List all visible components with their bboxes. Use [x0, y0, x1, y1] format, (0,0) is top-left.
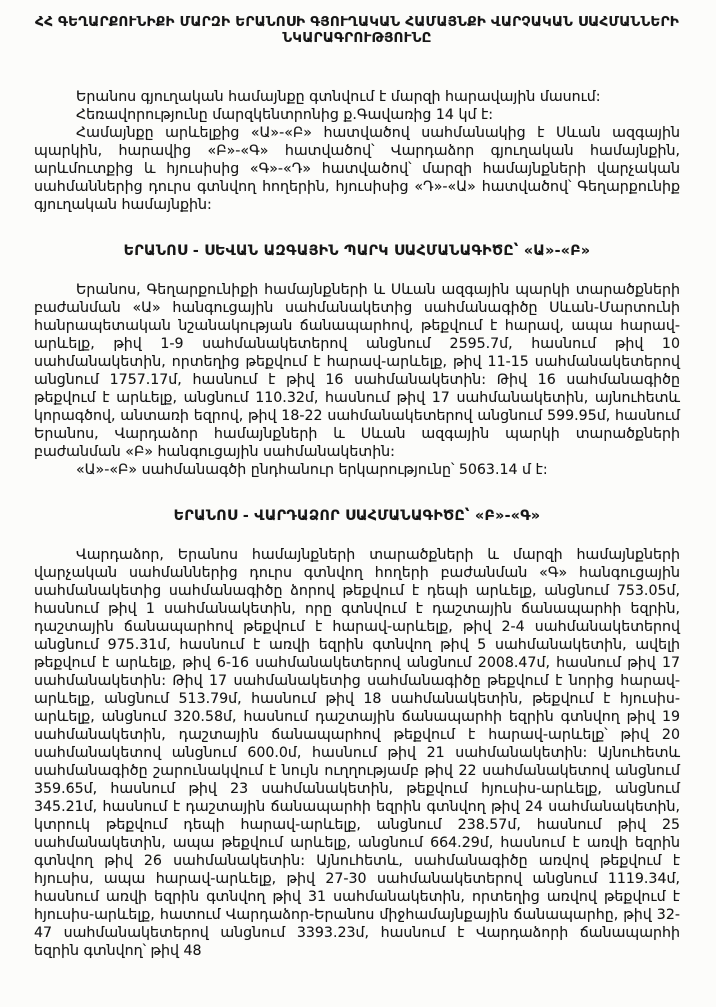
intro-paragraph-1: Երանոս գյուղական համայնքը գտնվում է մարզի հարավային մասում:: [76, 89, 601, 105]
document-title-line2: ՆԿԱՐԱԳՐՈՒԹՅՈՒՆԸ: [282, 30, 432, 46]
intro-paragraph-3: Համայնքը արևելքից «Ա»-«Բ» հատվածով սահմանակից է Սևան ազգային պարկին, հարավից «Բ»-«Գ» հատվածով՝ Վարդաձոր գյուղական համայնքին, արևմուտքից և հյուսիսից «Գ»-«Դ» հատվածով՝ մարզի համայնքների վարչական սահմաններից դուրս գտնվող հողերին, հյուսիսից «Դ»-«Ա» հատվածով՝ Գեղարքունիք գյուղական համայնքին:: [34, 125, 680, 213]
intro-block: [34, 88, 680, 214]
section-1-heading: ԵՐԱՆՈՍ - ՍԵՎԱՆ ԱԶԳԱՅԻՆ ՊԱՐԿ ՍԱՀՄԱՆԱԳԻԾԸ՝ «Ա»-«Բ»: [123, 243, 591, 259]
document-title-line1: ՀՀ ԳԵՂԱՐՔՈՒՆԻՔԻ ՄԱՐԶԻ ԵՐԱՆՈՍԻ ԳՅՈՒՂԱԿԱՆ ՀԱՄԱՅՆՔԻ ՎԱՐՉԱԿԱՆ ՍԱՀՄԱՆՆԵՐԻ: [35, 14, 679, 30]
section-2-body: [34, 546, 680, 960]
section-2-paragraph-1: Վարդաձոր, Երանոս համայնքների տարածքների և մարզի համայնքների վարչական սահմաններից դուրս գտնվող հողերի բաժանման «Գ» հանգուցային սահմանակետից սահմանագիծը ձորով թեքվում է դեպի արևելք, անցնում 753.05մ, հասնում թիվ 1 սահմանակետին, որը գտնվում է դաշտային ճանապարհի եզրին, դաշտային ճանապարհով թեքվում է հարավ-արևելք, թիվ 2-4 սահմանակետերով անցնում 975.31մ, հասնում է առվի եզրին գտնվող թիվ 5 սահմանակետին, ավելի թեքվում է արևելք, թիվ 6-16 սահմանակետերով անցնում 2008.47մ, հասնում թիվ 17 սահմանակետին: Թիվ 17 սահմանակետից սահմանագիծը թեքվում է նորից հարավ-արևելք, անցնում 513.79մ, հասնում թիվ 18 սահմանակետին, թեքվում է հյուսիս-արևելք, անցնում 320.58մ, հասնում դաշտային ճանապարհի եզրին գտնվող թիվ 19 սահմանակետին, դաշտային ճանապարհով թեքվում է հարավ-արևելք՝ թիվ 20 սահմանակետով անցնում 600.0մ, հասնում թիվ 21 սահմանակետին: Այնուհետև սահմանագիծը շարունակվում է նույն ուղղությամբ թիվ 22 սահմանակետով անցնում 359.65մ, հասնում թիվ 23 սահմանակետին, թեքվում հյուսիս-արևելք, անցնում 345.21մ, հասնում է դաշտային ճանապարհի եզրին գտնվող թիվ 24 սահմանակետին, կտրուկ թեքվում դեպի հարավ-արևելք, անցնում 238.57մ, հասնում թիվ 25 սահմանակետին, ապա թեքվում արևելք, անցնում 664.29մ, հասնում է առվի եզրին գտնվող թիվ 26 սահմանակետին: Այնուհետև, սահմանագիծը առվով թեքվում է հյուսիս, ապա հարավ-արևելք, թիվ 27-30 սահմանակետերով անցնում 1119.34մ, հասնում առվի եզրին գտնվող թիվ 31 սահմանակետին, որտեղից առվով թեքվում է հյուսիս-արևելք, հատում Վարդաձոր-Երանոս միջհամայնքային ճանապարհը, թիվ 32-47 սահմանակետերով անցնում 3393.23մ, հասնում է Վարդաձորի ճանապարհի եզրին գտնվող՝ թիվ 48: [34, 547, 680, 959]
section-2-heading: ԵՐԱՆՈՍ - ՎԱՐԴԱՁՈՐ ՍԱՀՄԱՆԱԳԻԾԸ՝ «Բ»-«Գ»: [173, 508, 541, 524]
document-title: [34, 14, 680, 46]
section-1-body: [34, 281, 680, 479]
intro-paragraph-2: Հեռավորությունը մարզկենտրոնից ք.Գավառից 14 կմ է:: [76, 107, 494, 123]
section-1-paragraph-2: «Ա»-«Բ» սահմանագծի ընդհանուր երկարությունը՝ 5063.14 մ է:: [76, 462, 548, 478]
section-1-paragraph-1: Երանոս, Գեղարքունիքի համայնքների և Սևան ազգային պարկի տարածքների բաժանման «Ա» հանգուցային սահմանակետից սահմանագիծը Սևան-Մարտունի հանրապետական նշանակության ճանապարհով, թեքվում է հարավ, ապա հարավ-արևելք, թիվ 1-9 սահմանակետերով անցնում 2595.7մ, հասնում թիվ 10 սահմանակետին, որտեղից թեքվում է հարավ-արևելք, թիվ 11-15 սահմանակետերով անցնում 1757.17մ, հասնում է թիվ 16 սահմանակետին: Թիվ 16 սահմանագիծը թեքվում է արևելք, անցնում 110.32մ, հասնում թիվ 17 սահմանակետին, այնուհետև կորագծով, անտառի եզրով, թիվ 18-22 սահմանակետերով անցնում 599.95մ, հասնում Երանոս, Վարդաձոր համայնքների և Սևան ազգային պարկի տարածքների բաժանման «Բ» հանգուցային սահմանակետին:: [34, 282, 680, 460]
